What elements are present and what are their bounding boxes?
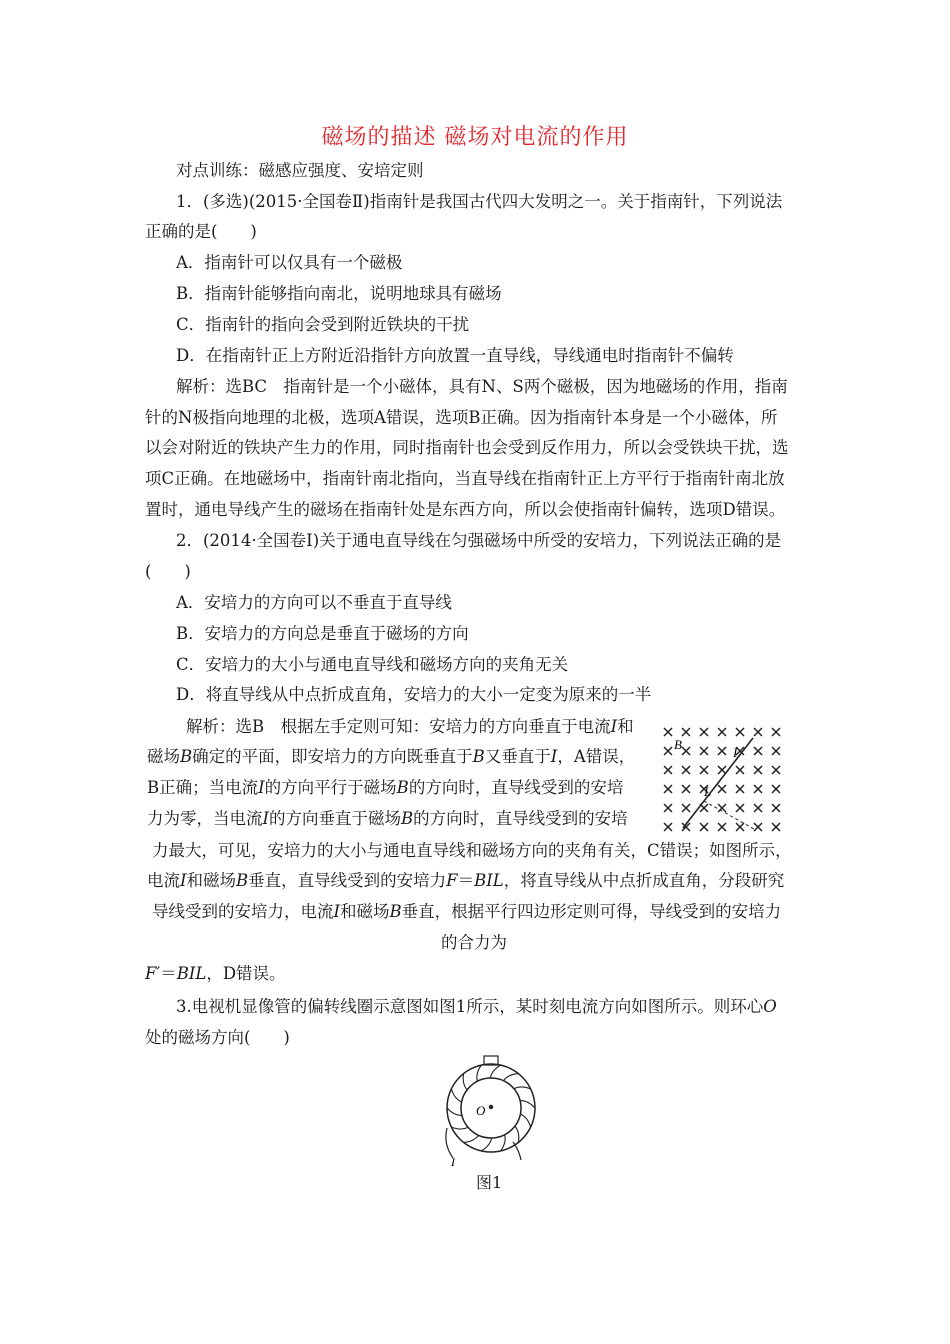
coil-winding: [447, 1108, 462, 1116]
bent-wire-dashed: [704, 801, 754, 829]
q1-option-a: A．指南针可以仅具有一个磁极: [176, 253, 403, 272]
coil-winding: [463, 1074, 467, 1090]
coil-winding: [490, 1065, 501, 1078]
ring-center-dot: [489, 1105, 493, 1109]
q2-answer-line8: 的合力为: [441, 933, 507, 952]
coil-winding: [464, 1135, 479, 1142]
coil-winding: [514, 1087, 531, 1089]
coil-winding: [451, 1089, 461, 1102]
q2-option-b: B．安培力的方向总是垂直于磁场的方向: [176, 624, 469, 643]
coil-winding: [520, 1101, 535, 1109]
q2-answer-line6: 电流I和磁场B垂直，直导线受到的安培力F＝BIL，将直导线从中点折成直角，分段研究: [147, 871, 785, 890]
length-label-l: L: [704, 784, 712, 799]
deflection-coil-figure: [433, 1054, 545, 1168]
q2-answer-line9: F′＝BIL，D错误。: [145, 964, 286, 983]
q3-stem-line2: 处的磁场方向( ): [145, 1028, 290, 1047]
q1-answer-line4: 项C正确。在地磁场中，指南针南北指向，当直导线在指南针正上方平行于指南针南北放: [145, 469, 785, 488]
magnetic-field-figure: [660, 722, 790, 838]
q1-answer-line5: 置时，通电导线产生的磁场在指南针处是东西方向，所以会使指南针偏转，选项D错误。: [145, 500, 786, 519]
q2-answer-line1: 解析：选B 根据左手定则可知：安培力的方向垂直于电流I和: [186, 717, 634, 736]
q1-stem-line1: 1．(多选)(2015·全国卷Ⅱ)指南针是我国古代四大发明之一。关于指南针，下列说法: [176, 192, 783, 211]
coil-winding: [451, 1127, 468, 1129]
lead-wire-right: [513, 1142, 521, 1160]
q1-answer-line3: 以会对附近的铁块产生力的作用，同时指南针也会受到反作用力，所以会受铁块干扰，选: [145, 438, 789, 457]
q2-answer-line5: 力最大，可见，安培力的大小与通电直导线和磁场方向的夹角有关，C错误；如图所示，: [152, 841, 792, 860]
q1-stem-line2: 正确的是( ): [145, 222, 257, 241]
q2-answer-line4: 力为零，当电流I的方向垂直于磁场B的方向时，直导线受到的安培: [147, 809, 628, 828]
figure-caption: 图1: [476, 1173, 503, 1192]
q2-answer-line7: 导线受到的安培力，电流I和磁场B垂直，根据平行四边形定则可得，导线受到的安培力: [152, 902, 782, 921]
coil-winding: [503, 1074, 518, 1081]
q2-answer-line3: B正确；当电流I的方向平行于磁场B的方向时，直导线受到的安培: [147, 778, 624, 797]
q1-option-d: D．在指南针正上方附近沿指针方向放置一直导线，导线通电时指南针不偏转: [176, 346, 734, 365]
wire-line: [683, 738, 753, 828]
page-title: 磁场的描述 磁场对电流的作用: [321, 125, 629, 150]
q1-option-b: B．指南针能够指向南北，说明地球具有磁场: [176, 284, 502, 303]
q1-answer-line2: 针的N极指向地理的北极，选项A错误，选项B正确。因为指南针本身是一个小磁体，所: [145, 408, 778, 427]
coil-winding: [501, 1135, 505, 1151]
q2-stem-line1: 2．(2014·全国卷Ⅰ)关于通电直导线在匀强磁场中所受的安培力，下列说法正确的是: [176, 531, 782, 550]
q3-stem-line1: 3.电视机显像管的偏转线圈示意图如图1所示，某时刻电流方向如图所示。则环心O: [176, 997, 777, 1016]
coil-winding: [520, 1114, 530, 1127]
q2-option-d: D．将直导线从中点折成直角，安培力的大小一定变为原来的一半: [176, 685, 652, 704]
field-label-b: B: [674, 737, 682, 752]
q2-answer-line2: 磁场B确定的平面，即安培力的方向既垂直于B又垂直于I，A错误，: [147, 747, 636, 766]
center-label-o: O: [476, 1103, 486, 1118]
coil-winding: [481, 1138, 492, 1151]
q2-stem-line2: ( ): [145, 562, 191, 581]
q1-answer-line1: 解析：选BC 指南针是一个小磁体，具有N、S两个磁极，因为地磁场的作用，指南: [176, 377, 788, 396]
lead-wire-left: [446, 1128, 453, 1158]
q1-option-c: C．指南针的指向会受到附近铁块的干扰: [176, 315, 470, 334]
section-heading: 对点训练：磁感应强度、安培定则: [176, 161, 424, 180]
q2-option-a: A．安培力的方向可以不垂直于直导线: [176, 593, 452, 612]
coil-winding: [477, 1065, 481, 1081]
current-label-i: I: [733, 745, 738, 760]
current-label-i: I: [451, 1155, 455, 1168]
coil-winding: [515, 1126, 519, 1142]
q2-option-c: C．安培力的大小与通电直导线和磁场方向的夹角无关: [176, 655, 569, 674]
